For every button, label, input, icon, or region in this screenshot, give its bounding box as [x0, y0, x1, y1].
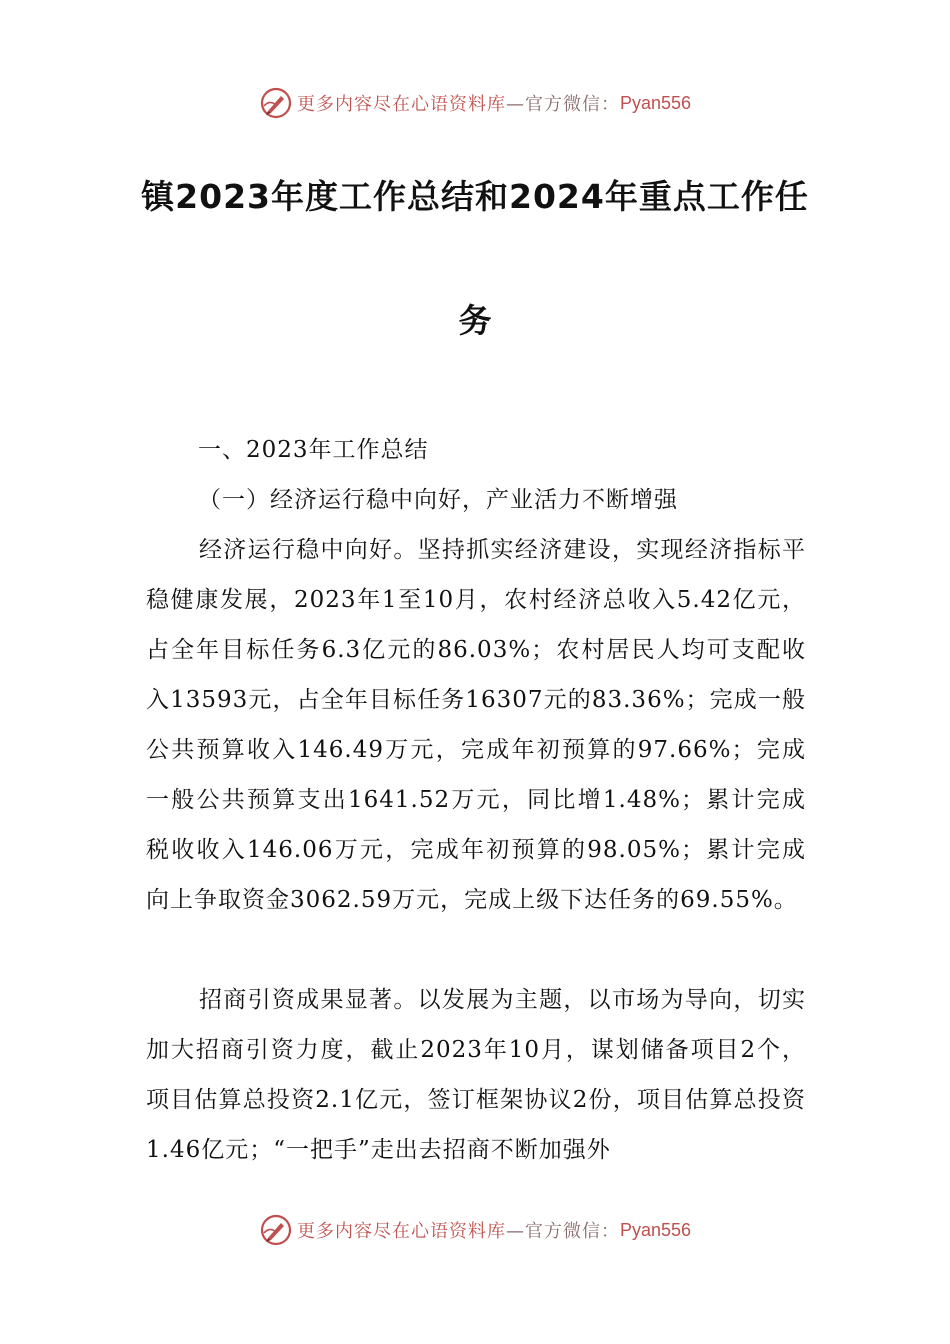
watermark-header: [0, 83, 950, 123]
section-heading: 一、2023年工作总结: [198, 437, 429, 463]
pen-logo-icon: [259, 1213, 293, 1247]
document-title-line2: 务: [458, 301, 492, 340]
watermark-main-text: 更多内容尽在心语资料库: [296, 1221, 506, 1242]
watermark-main-text: 更多内容尽在心语资料库: [296, 94, 506, 115]
paragraph-economy: 经济运行稳中向好。坚持抓实经济建设，实现经济指标平稳健康发展，2023年1至10月，农村经济总收入5.42亿元，占全年目标任务6.3亿元的86.03%；农村居民人均可支配收入13593元，占全年目标任务16307元的83.36%；完成一般公共预算收入146.49万元，完成年初预算的97.66%；完成一般公共预算支出1641.52万元，同比增1.48%；累计完成税收收入146.06万元，完成年初预算的98.05%；累计完成向上争取资金3062.59万元，完成上级下达任务的69.55%。: [146, 537, 806, 913]
watermark-wechat-id: Pyan556: [619, 1219, 692, 1240]
watermark-footer: [0, 1210, 950, 1250]
subsection-heading: （一）经济运行稳中向好，产业活力不断增强: [198, 487, 678, 513]
document-title-line1: 镇2023年度工作总结和2024年重点工作任: [141, 177, 809, 216]
pen-logo-icon: [259, 86, 293, 120]
watermark-sub-text: —官方微信：: [505, 1221, 620, 1242]
paragraph-investment: 招商引资成果显著。以发展为主题，以市场为导向，切实加大招商引资力度，截止2023年10月，谋划储备项目2个，项目估算总投资2.1亿元，签订框架协议2份，项目估算总投资1.46亿元；“一把手”走出去招商不断加强外: [146, 987, 806, 1163]
watermark-wechat-id: Pyan556: [619, 92, 692, 113]
watermark-sub-text: —官方微信：: [505, 94, 620, 115]
